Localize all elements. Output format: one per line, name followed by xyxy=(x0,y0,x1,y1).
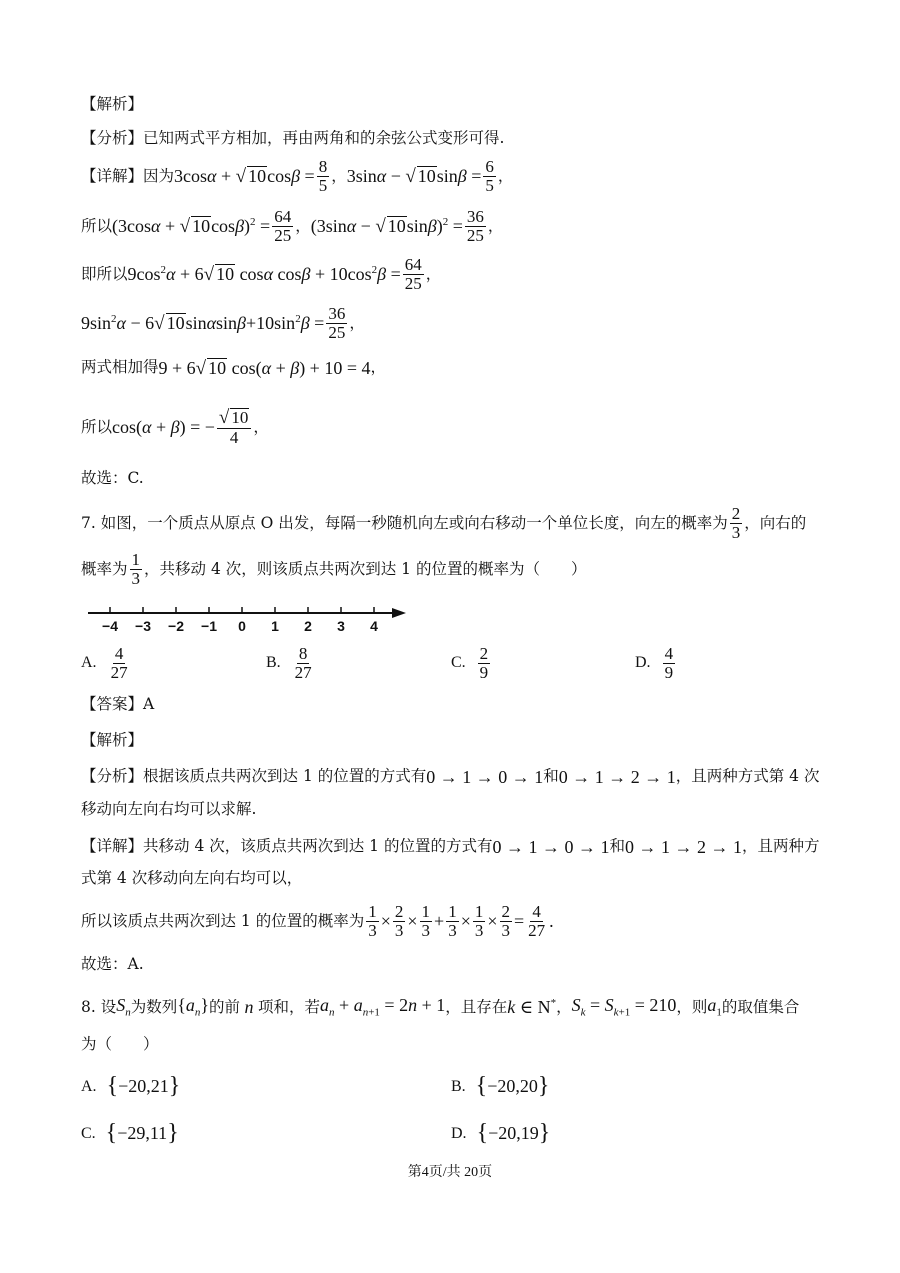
q8-stem-line1: 8. 设 $S_n$ 为数列 $\{a_n\}$ 的前 n 项和，若 $a_n + a_{n+1} = 2n + 1$ ，且存在 k ∈ N* ， $S_k = S_{k+1} = 210$ ，则 $a_1$ 的取值集合 xyxy=(81,995,800,1019)
q6-choice: 故选：C. xyxy=(81,469,144,487)
q7-option-a[interactable]: A. 4 27 xyxy=(81,644,128,682)
q6-expand-line1: 即所以 $9\cos^2\alpha + 6√$ 10 cosα $\cos\beta + 10\cos^2\beta$ = $\frac{64}{25}$ ， xyxy=(81,255,442,293)
q7-option-b[interactable]: B. 8 27 xyxy=(266,644,312,682)
number-line-tick-label: 0 xyxy=(238,618,246,634)
q7-fenxi-line2: 移动向左向右均可以求解. xyxy=(81,800,257,818)
q6-square-line: 所以 (3cosα + √ 10cosβ)$^2$ = $\frac{64}{25}$ ， (3sinα − √ 10sinβ)$^2$ = $\frac{36}{25}$ ， xyxy=(81,207,504,245)
number-line-tick-label: 3 xyxy=(337,618,345,634)
number-line-tick-label: 2 xyxy=(304,618,312,634)
q7-stem-line2: 概率为 1 3 ，共移动 4 次，则该质点共两次到达 1 的位置的概率为（ ） xyxy=(81,550,587,588)
q7-choice: 故选：A. xyxy=(81,955,144,973)
number-line-arrow-icon xyxy=(392,608,406,618)
number-line-tick-label: 1 xyxy=(271,618,279,634)
page-footer: 第4页/共 20页 xyxy=(407,1165,493,1180)
q7-fenxi-line1: 【分析】 根据该质点共两次到达 1 的位置的方式有 0 → 1 → 0 → 1 和 0 → 1 → 2 → 1 ，且两种方式第 4 次 xyxy=(81,767,820,787)
number-line-tick-label: −3 xyxy=(135,618,151,634)
q8-option-a[interactable]: A. { −20,21 } xyxy=(81,1073,181,1099)
q6-fenxi: 【分析】 已知两式平方相加，再由两角和的余弦公式变形可得. xyxy=(81,129,505,147)
number-line-figure xyxy=(84,600,414,640)
q6-sum-line: 两式相加得 9 + 6√ 10 cos(α + β) + 10 = 4 ， xyxy=(81,358,386,379)
q7-option-c[interactable]: C. 2 9 xyxy=(451,644,489,682)
number-line-tick-label: −1 xyxy=(201,618,217,634)
analysis-header: 【解析】 xyxy=(81,95,144,113)
q6-expand-line2: $9\sin^2\alpha - 6√$ $10\sin\alpha\sin\beta+10\sin^2\beta$ = $\frac{36}{25}$ ， xyxy=(81,304,365,342)
q8-option-b[interactable]: B. { −20,20 } xyxy=(451,1073,550,1099)
q6-result-line: 所以 cos(α + β) = − $\frac{√ 10}{4}$ ， xyxy=(81,407,269,447)
number-line-tick-label: −4 xyxy=(102,618,118,634)
q7-option-d[interactable]: D. 4 9 xyxy=(635,644,674,682)
q8-stem-line2: 为（ ） xyxy=(81,1035,159,1053)
q6-xiangjie-line1: 【详解】 因为 3cosα + √ 10cosβ = $\frac{8}{5}$ ， 3sinα − √ 10sinβ = $\frac{6}{5}$ ， xyxy=(81,157,514,195)
q7-analysis-header: 【解析】 xyxy=(81,731,144,749)
q7-answer: 【答案】A xyxy=(81,695,155,713)
number-line-tick-label: −2 xyxy=(168,618,184,634)
q7-probability-line: 所以该质点共两次到达 1 的位置的概率为 $\frac{1}{3}$ × $\frac{2}{3}$ × $\frac{1}{3}$ + $\frac{1}{3}$ × $\frac{1}{3}$ × $\frac{2}{3}$ = $\frac{4}{27}$ . xyxy=(81,902,554,940)
q7-stem-line1: 7. 如图，一个质点从原点 O 出发，每隔一秒随机向左或向右移动一个单位长度，向左的概率为 2 3 ，向右的 xyxy=(81,504,807,542)
number-line-tick-label: 4 xyxy=(370,618,378,634)
q8-option-d[interactable]: D. { −20,19 } xyxy=(451,1120,551,1146)
q7-xiangjie-line2: 式第 4 次移动向左向右均可以， xyxy=(81,869,303,887)
q7-xiangjie-line1: 【详解】 共移动 4 次，该质点共两次到达 1 的位置的方式有 0 → 1 → 0 → 1 和 0 → 1 → 2 → 1 ，且两种方 xyxy=(81,837,820,857)
q8-option-c[interactable]: C. { −29,11 } xyxy=(81,1120,179,1146)
